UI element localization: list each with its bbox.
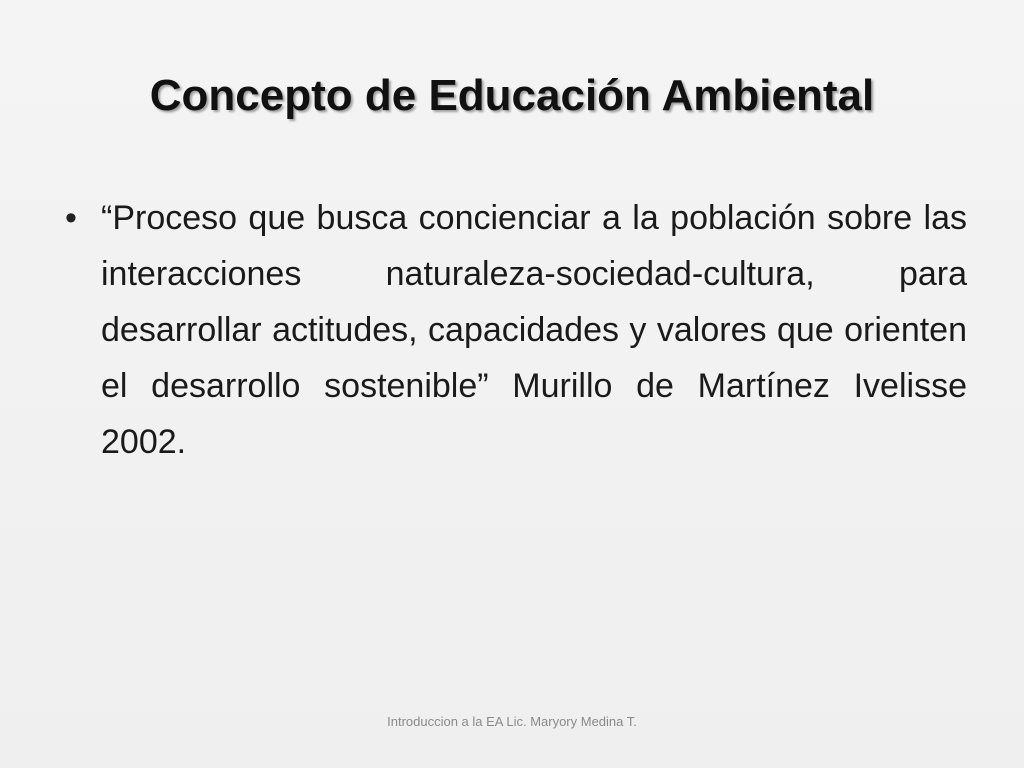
slide-body xyxy=(55,190,967,470)
bullet-item xyxy=(55,190,967,470)
slide-title: Concepto de Educación Ambiental xyxy=(149,71,875,120)
bullet-text: “Proceso que busca concienciar a la población sobre las interacciones naturaleza-sociedad-cultura, para desarrollar actitudes, capacidades y valores que orienten el desarrollo sostenible” Murillo de Martínez Ivelisse 2002. xyxy=(101,199,967,461)
slide-footer: Introduccion a la EA Lic. Maryory Medina T. xyxy=(387,714,637,729)
bullet-icon: • xyxy=(65,199,77,237)
